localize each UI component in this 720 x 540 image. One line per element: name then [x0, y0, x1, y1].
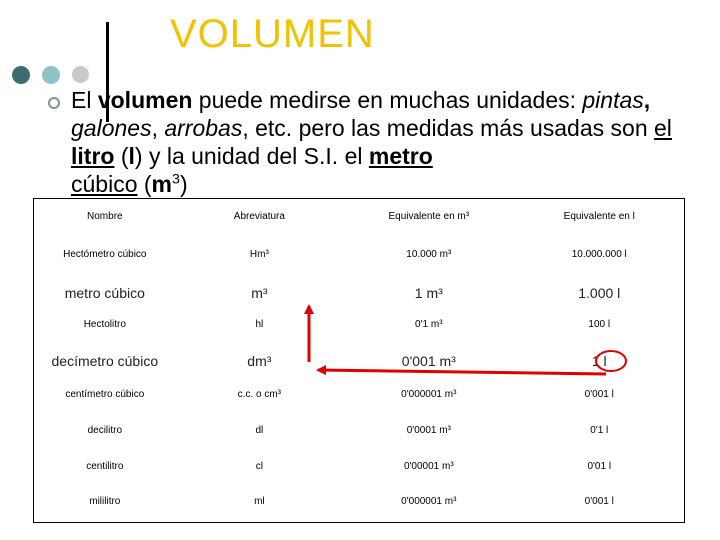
header-equiv-l: Equivalente en l — [563, 211, 635, 222]
cell-m3: 0'1 m³ — [415, 319, 443, 330]
decorative-dot-gray — [72, 66, 89, 83]
cell-m3: 0'00001 m³ — [403, 461, 454, 472]
cell-l: 0'01 l — [587, 461, 612, 472]
cell-name: Hectolitro — [83, 319, 126, 330]
cell-l: 10.000.000 l — [571, 249, 627, 260]
cell-abbr: cl — [255, 461, 263, 472]
cell-l: 1 l — [591, 353, 607, 369]
cell-abbr: dl — [255, 425, 264, 436]
table-row — [34, 319, 685, 353]
table-row — [34, 353, 685, 389]
header-nombre: Nombre — [87, 211, 123, 222]
cell-abbr: ml — [254, 496, 265, 507]
cell-abbr: c.c. o cm³ — [237, 389, 282, 400]
cell-name: mililitro — [89, 496, 121, 507]
cell-l: 1.000 l — [578, 285, 621, 301]
table-row — [34, 496, 685, 523]
cell-l: 0'001 l — [584, 496, 614, 507]
bullet-icon — [48, 97, 60, 109]
intro-paragraph: El volumen puede medirse en muchas unidades: pintas, galones, arrobas, etc. pero las medidas más usadas son el litro (l) y la unidad del S.I. el metro cúbico $(m^3)$ — [71, 87, 672, 197]
table-row — [34, 461, 685, 496]
table-row — [34, 389, 685, 425]
cell-m3: 10.000 m³ — [406, 249, 452, 260]
header-equiv-m3: Equivalente en m³ — [388, 211, 470, 222]
cell-abbr: dm³ — [247, 353, 272, 369]
cell-m3: 0'001 m³ — [401, 353, 456, 369]
decorative-dot-dark — [12, 66, 30, 84]
cell-name: decímetro cúbico — [51, 353, 159, 369]
decorative-dot-light — [42, 66, 60, 84]
cell-m3: 1 m³ — [414, 285, 443, 301]
table-row — [34, 249, 685, 285]
cell-m3: 0'0001 m³ — [406, 425, 451, 436]
cell-l: 100 l — [588, 319, 611, 330]
cell-name: Hectómetro cúbico — [63, 249, 147, 260]
table-row — [34, 285, 685, 319]
units-table — [33, 198, 685, 523]
cell-name: decilitro — [87, 425, 123, 436]
cell-m3: 0'000001 m³ — [401, 496, 457, 507]
cell-l: 0'1 l — [590, 425, 609, 436]
cell-abbr: hl — [255, 319, 264, 330]
cell-abbr: m³ — [251, 285, 268, 301]
cell-l: 0'001 l — [584, 389, 614, 400]
cell-abbr: Hm³ — [249, 249, 269, 260]
cell-m3: 0'000001 m³ — [401, 389, 457, 400]
slide-title: VOLUMEN — [170, 12, 375, 56]
cell-name: centímetro cúbico — [65, 389, 145, 400]
cell-name: metro cúbico — [64, 285, 145, 301]
table-row — [34, 425, 685, 461]
cell-name: centilitro — [86, 461, 124, 472]
header-abreviatura: Abreviatura — [233, 211, 285, 222]
table-header-row — [34, 199, 685, 250]
